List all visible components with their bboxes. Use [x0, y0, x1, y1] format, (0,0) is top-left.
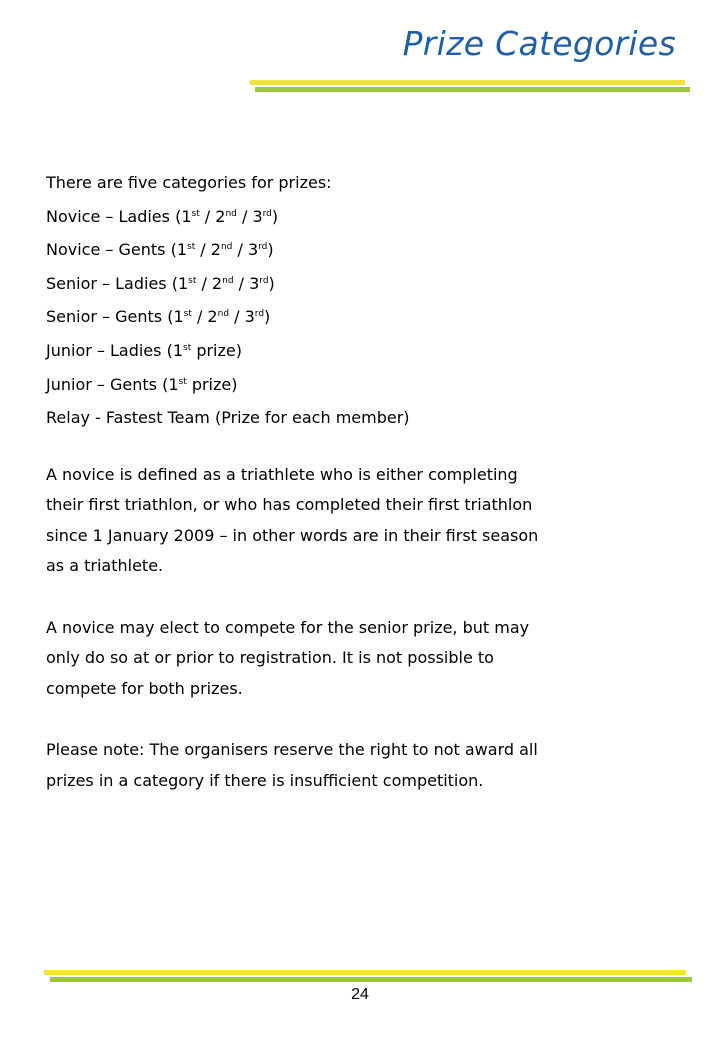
footer-rule-green: [50, 977, 692, 982]
header-rule-yellow: [250, 80, 685, 85]
footer-rule-yellow: [44, 970, 686, 975]
page-title: Prize Categories: [402, 24, 676, 63]
novice-election-paragraph: A novice may elect to compete for the senior prize, but may only do so at or prior to registration. It is not possible to compete for both prizes.: [46, 617, 530, 698]
header-rule-green: [255, 87, 690, 92]
category-item: Senior – Gents (1st / 2nd / 3rd): [46, 307, 271, 327]
category-item: Novice – Gents (1st / 2nd / 3rd): [46, 240, 274, 260]
category-item: Novice – Ladies (1st / 2nd / 3rd): [46, 206, 279, 226]
category-list: [46, 166, 606, 435]
category-item: Junior – Gents (1st prize): [46, 374, 238, 394]
page-number: 24: [351, 986, 369, 1003]
category-item-relay: Relay - Fastest Team (Prize for each member): [46, 408, 410, 428]
category-item: Senior – Ladies (1st / 2nd / 3rd): [46, 273, 275, 293]
page-content: [46, 166, 606, 796]
categories-intro: There are five categories for prizes:: [46, 173, 332, 192]
category-item: Junior – Ladies (1st prize): [46, 340, 242, 360]
organisers-note-paragraph: Please note: The organisers reserve the right to not award all prizes in a category if there is insufficient competition.: [46, 740, 538, 790]
novice-definition-paragraph: A novice is defined as a triathlete who is either completing their first triathlon, or who has completed their first triathlon since 1 January 2009 – in other words are in their first season as a triathlete.: [46, 464, 539, 576]
